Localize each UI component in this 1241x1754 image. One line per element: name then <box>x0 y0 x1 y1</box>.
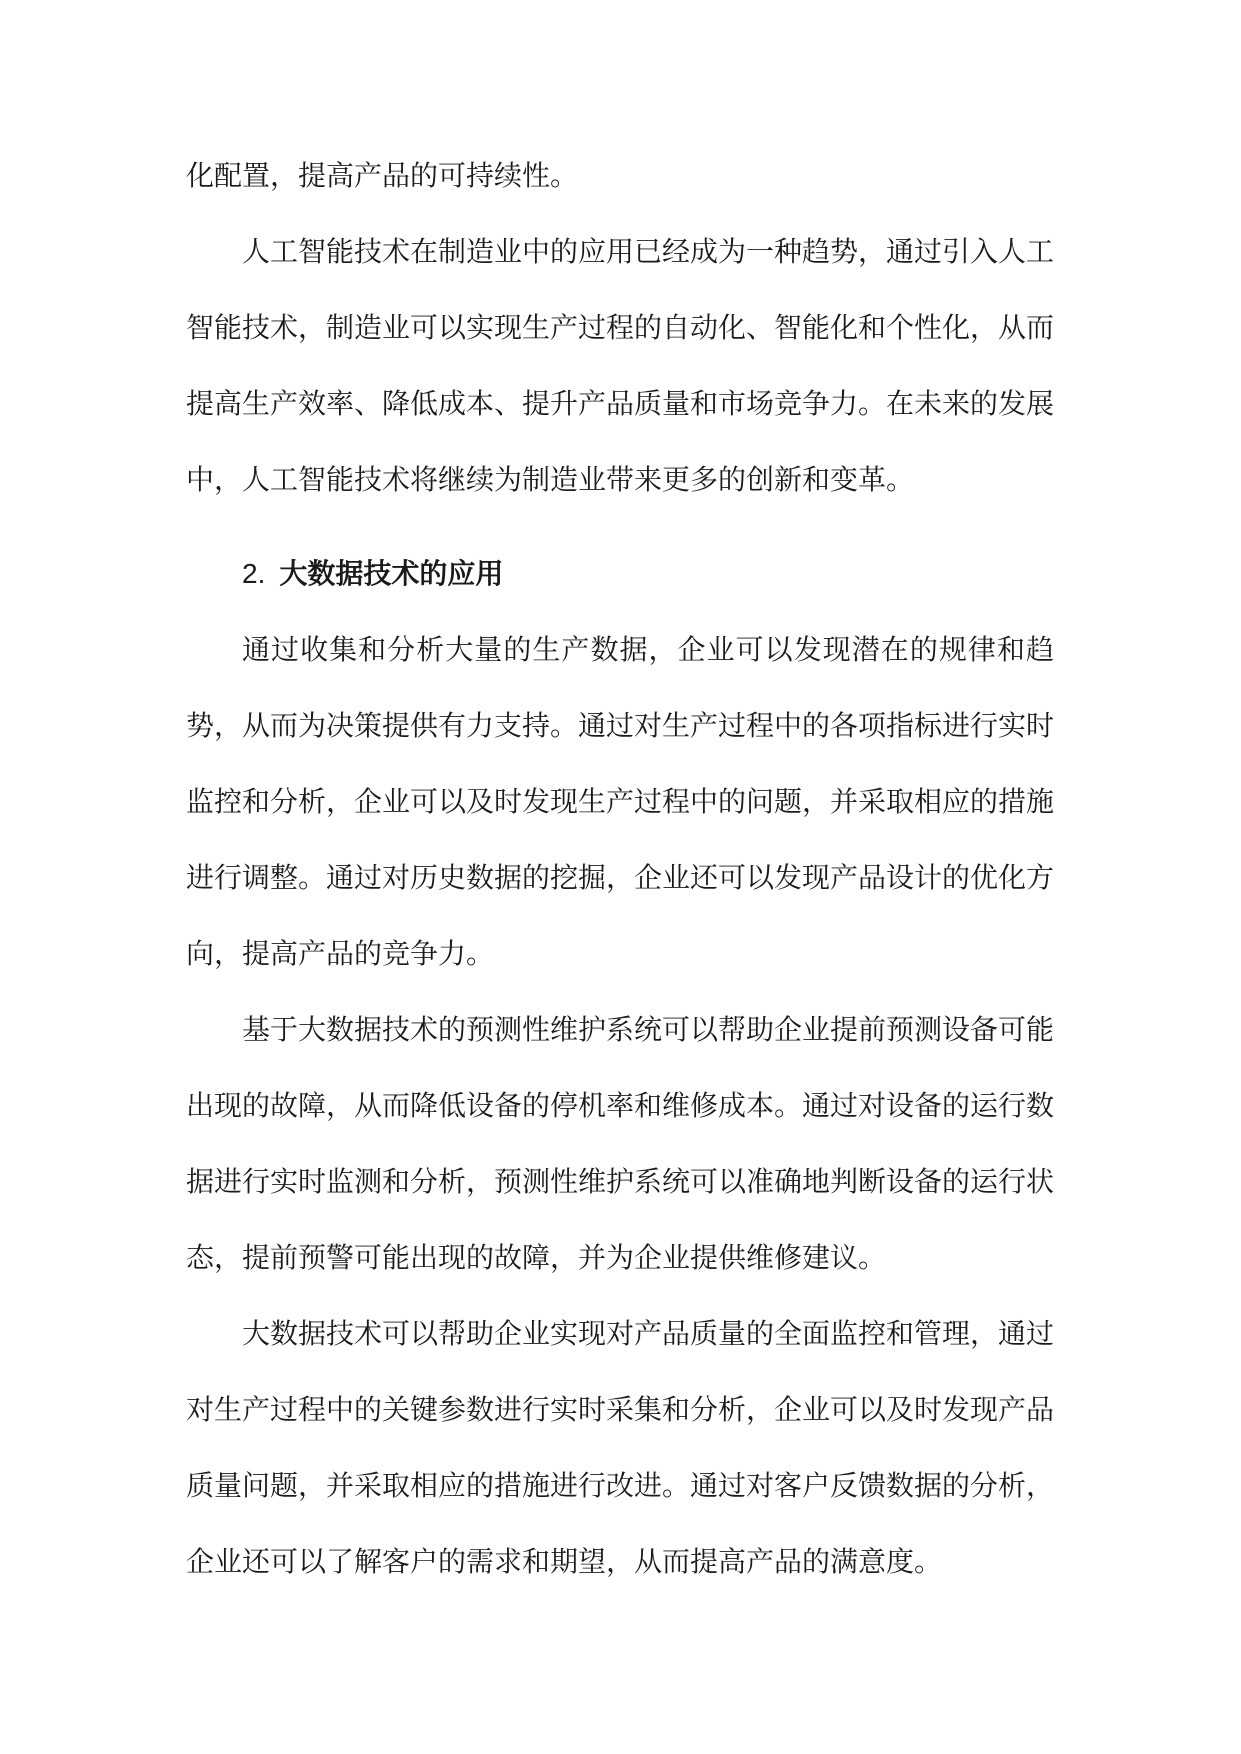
ai-paragraph: 人工智能技术在制造业中的应用已经成为一种趋势，通过引入人工智能技术，制造业可以实现生产过程的自动化、智能化和个性化，从而提高生产效率、降低成本、提升产品质量和市场竞争力。在未来的发展中，人工智能技术将继续为制造业带来更多的创新和变革。 <box>186 235 1055 496</box>
paragraph-quality-monitoring: 大数据技术可以帮助企业实现对产品质量的全面监控和管理，通过对生产过程中的关键参数进行实时采集和分析，企业可以及时发现产品质量问题，并采取相应的措施进行改进。通过对客户反馈数据的分析，企业还可以了解客户的需求和期望，从而提高产品的满意度。 <box>186 1317 1055 1578</box>
section-title: 大数据技术的应用 <box>279 557 504 590</box>
continuation-paragraph: 化配置，提高产品的可持续性。 <box>186 159 579 192</box>
section-number: 2. <box>242 558 266 589</box>
section-heading <box>186 536 1054 612</box>
document-body <box>186 138 1054 1600</box>
paragraph-predictive-maintenance: 基于大数据技术的预测性维护系统可以帮助企业提前预测设备可能出现的故障，从而降低设备的停机率和维修成本。通过对设备的运行数据进行实时监测和分析，预测性维护系统可以准确地判断设备的运行状态，提前预警可能出现的故障，并为企业提供维修建议。 <box>186 1013 1055 1274</box>
paragraph-data-analysis: 通过收集和分析大量的生产数据，企业可以发现潜在的规律和趋势，从而为决策提供有力支持。通过对生产过程中的各项指标进行实时监控和分析，企业可以及时发现生产过程中的问题，并采取相应的措施进行调整。通过对历史数据的挖掘，企业还可以发现产品设计的优化方向，提高产品的竞争力。 <box>186 633 1055 970</box>
